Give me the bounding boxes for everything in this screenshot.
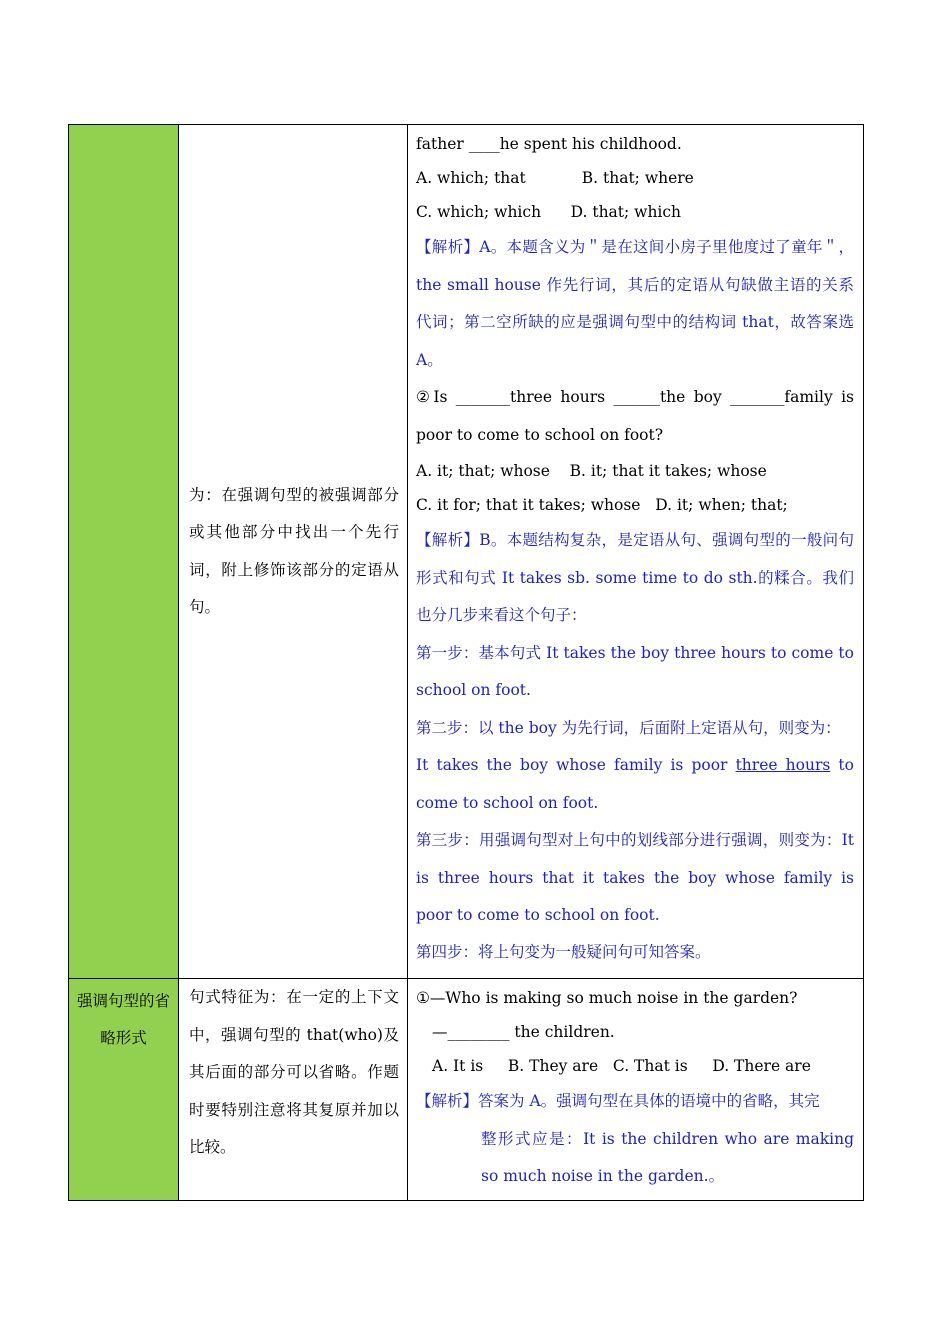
options-ab: A. which; that B. that; where — [416, 169, 694, 187]
grammar-table — [68, 124, 864, 1201]
feature-cell — [179, 125, 408, 979]
category-label: 强调句型的省略形式 — [76, 992, 170, 1047]
table-row — [69, 979, 864, 1201]
table-row — [69, 125, 864, 979]
example-cell — [408, 125, 864, 979]
step-1: 第一步：基本句式 It takes the boy three hours to come to school on foot. — [416, 643, 854, 699]
question-line: ①—Who is making so much noise in the garden? — [416, 989, 798, 1007]
step-2: 第二步：以 the boy 为先行词，后面附上定语从句，则变为： — [416, 718, 841, 737]
question-line: father ____he spent his childhood. — [416, 135, 682, 153]
options: A. It is B. They are C. That is D. There are — [432, 1057, 811, 1075]
question-2-options-ab: A. it; that; whose B. it; that it takes; whose — [416, 462, 767, 480]
options-cd: C. which; which D. that; which — [416, 203, 682, 221]
answer-line: —________ the children. — [432, 1023, 615, 1041]
example-cell — [408, 979, 864, 1201]
question-2-options-cd: C. it for; that it takes; whose D. it; when; that; — [416, 496, 788, 514]
step-3: 第三步：用强调句型对上句中的划线部分进行强调，则变为：It is three hours that it takes the boy whose family is poor to come to school on foot. — [416, 831, 854, 924]
analysis-continuation: 整形式应是：It is the children who are making so much noise in the garden.。 — [481, 1129, 854, 1185]
analysis-paragraph: 【解析】A。本题含义为＂是在这间小房子里他度过了童年＂，the small house 作先行词，其后的定语从句缺做主语的关系代词；第二空所缺的应是强调句型中的结构词 that，故答案选 A。 — [416, 238, 854, 369]
analysis-paragraph: 【解析】答案为 A。强调句型在具体的语境中的省略，其完 — [416, 1092, 820, 1110]
analysis-paragraph-2: 【解析】B。本题结构复杂，是定语从句、强调句型的一般问句形式和句式 It takes sb. some time to do sth.的糅合。我们也分几步来看这个句子： — [416, 531, 854, 624]
question-2: ②Is _______three hours ______the boy _______family is poor to come to school on foot? — [416, 388, 854, 444]
feature-text: 句式特征为：在一定的上下文中，强调句型的 that(who)及其后面的部分可以省略。作题时要特别注意将其复原并加以比较。 — [189, 988, 399, 1156]
feature-cell — [179, 979, 408, 1201]
step-4: 第四步：将上句变为一般疑问句可知答案。 — [416, 942, 711, 961]
underlined-phrase: three hours — [735, 756, 831, 774]
category-cell — [69, 979, 179, 1201]
step-2-sentence: It takes the boy whose family is poor three hours to come to school on foot. — [416, 756, 854, 812]
category-cell — [69, 125, 179, 979]
feature-text: 为：在强调句型的被强调部分或其他部分中找出一个先行词，附上修饰该部分的定语从句。 — [189, 485, 399, 616]
